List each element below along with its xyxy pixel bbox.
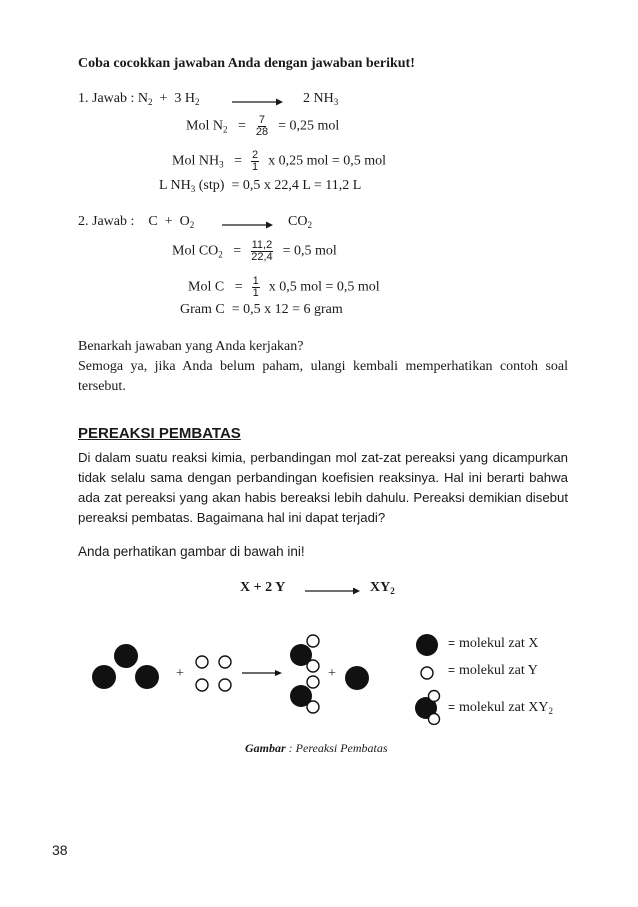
product-co2 [288, 214, 312, 230]
fraction-denominator: 22,4 [251, 251, 273, 263]
check-question: Benarkah jawaban yang Anda kerjakan? [78, 339, 304, 354]
mol-n2-result: = 0,25 mol [278, 118, 340, 134]
answer1-label: 1. Jawab : [78, 91, 138, 106]
fraction-1-1 [252, 276, 260, 299]
fraction-numerator: 11,2 [251, 239, 273, 251]
limiting-reagent-diagram [80, 625, 410, 725]
fraction-7-28 [255, 115, 269, 138]
fraction-denominator: 1 [251, 161, 259, 173]
x-molecule [92, 665, 116, 689]
y-molecule [196, 679, 208, 691]
figure-caption [245, 741, 388, 756]
legend-xy2-label: molekul zat XY [459, 700, 549, 715]
l-nh3-sub: 3 [190, 184, 196, 194]
legend-xy2 [448, 700, 553, 716]
answer1-reaction [78, 91, 200, 107]
diagram-plus-2: + [328, 666, 336, 681]
legend-y-label: molekul zat Y [459, 663, 538, 678]
l-nh3-line [159, 178, 361, 194]
diagram-plus-1: + [176, 666, 184, 681]
intro-heading: Coba cocokkan jawaban Anda dengan jawaban berikut! [78, 56, 415, 71]
product-nh3-sub: 3 [333, 97, 339, 107]
check-text: Semoga ya, jika Anda belum paham, ulangi kembali memperhatikan contoh soal tersebut. [78, 359, 568, 394]
legend-equals: = [448, 663, 456, 677]
mol-nh3-line [172, 150, 386, 173]
xy2-molecule-y [307, 635, 319, 647]
figure-reaction-left: X + 2 Y [240, 580, 286, 595]
reactant-c: C [148, 214, 158, 229]
mol-nh3-result: x 0,25 mol = 0,5 mol [268, 153, 387, 169]
equals-sign: = [233, 243, 242, 259]
reaction-arrow [222, 220, 274, 230]
xy2-molecule-y [307, 701, 319, 713]
mol-co2-sub: 2 [218, 249, 223, 260]
y-molecule [219, 656, 231, 668]
fraction-2-1 [251, 150, 259, 173]
plus-sign: + [159, 91, 168, 106]
legend-equals: = [448, 700, 456, 714]
legend-y [448, 663, 538, 679]
diagram-arrow-head [275, 670, 282, 676]
mol-nh3-label: Mol NH [172, 153, 220, 169]
xy2-molecule-y [307, 660, 319, 672]
mol-c-line [188, 276, 380, 299]
gram-c-expr: = 0,5 x 12 = 6 gram [231, 302, 343, 317]
product-co2-sub: 2 [307, 220, 312, 230]
mol-c-result: x 0,5 mol = 0,5 mol [268, 279, 380, 295]
reactant-h2: 3 H [174, 91, 196, 106]
check-paragraph [78, 337, 568, 397]
gram-c-line [180, 302, 343, 318]
reactant-n2-sub: 2 [148, 97, 153, 107]
figure-reaction-arrow [305, 586, 361, 596]
mol-co2-label: Mol CO [172, 243, 219, 259]
mol-c-label: Mol C [188, 279, 225, 295]
figure-reaction-product [370, 580, 395, 596]
reactant-n2: N [137, 91, 149, 106]
legend-xy2-sub: 2 [548, 706, 553, 716]
caption-label: Gambar [245, 741, 286, 755]
product-xy2-text: XY [370, 580, 391, 595]
reactant-o2: O [179, 214, 190, 229]
x-molecule [135, 665, 159, 689]
section-title: PEREAKSI PEMBATAS [78, 425, 241, 442]
l-nh3-label: L NH [159, 178, 191, 193]
legend-swatches [408, 630, 448, 725]
xy2-molecule-y [307, 676, 319, 688]
mol-n2-line [186, 115, 339, 138]
mol-nh3-sub: 3 [219, 159, 224, 170]
fraction-numerator: 1 [252, 275, 259, 287]
fraction-11-2-22-4 [250, 240, 273, 263]
caption-text: : Pereaksi Pembatas [285, 741, 388, 755]
gram-c-label: Gram C [180, 302, 225, 317]
mol-co2-line [172, 240, 337, 263]
x-molecule [114, 644, 138, 668]
legend-xy2-swatch-y [429, 714, 440, 725]
page-number: 38 [52, 842, 68, 858]
mol-n2-sub: 2 [222, 124, 228, 135]
legend-x [448, 636, 538, 652]
equals-sign: = [237, 118, 246, 134]
answer2-reaction [78, 214, 194, 230]
fraction-denominator: 1 [252, 287, 259, 299]
y-molecule [219, 679, 231, 691]
y-molecule [196, 656, 208, 668]
mol-co2-result: = 0,5 mol [282, 243, 337, 259]
equals-sign: = [234, 279, 243, 295]
legend-y-swatch [421, 667, 433, 679]
fraction-numerator: 2 [251, 149, 259, 161]
mol-n2-label: Mol N [186, 118, 223, 134]
fraction-denominator: 28 [255, 126, 269, 138]
reactant-o2-sub: 2 [189, 220, 195, 230]
reaction-arrow [232, 97, 284, 107]
product-nh3 [303, 91, 338, 107]
l-nh3-suffix: (stp) [195, 178, 225, 193]
legend-x-label: molekul zat X [459, 636, 539, 651]
l-nh3-expr: = 0,5 x 22,4 L = 11,2 L [231, 178, 362, 193]
legend-equals: = [448, 636, 456, 650]
see-figure-text: Anda perhatikan gambar di bawah ini! [78, 544, 305, 559]
section-paragraph: Di dalam suatu reaksi kimia, perbandingan mol zat-zat pereaksi yang dicampurkan tidak selalu sama dengan perbandingan koefisien reaksinya. Hal ini berarti bahwa ada zat pereaksi yang akan habis bereaksi lebih dahulu. Pereaksi demikian disebut pereaksi pembatas. Bagaimana hal ini dapat terjadi? [78, 450, 568, 525]
reactant-h2-sub: 2 [195, 97, 200, 107]
fraction-numerator: 7 [258, 114, 266, 126]
product-nh3-text: 2 NH [303, 91, 334, 106]
product-xy2-sub: 2 [390, 586, 395, 596]
answer2-label: 2. Jawab : [78, 214, 135, 229]
plus-sign: + [164, 214, 173, 229]
legend-x-swatch [416, 634, 438, 656]
leftover-x-molecule [345, 666, 369, 690]
equals-sign: = [234, 153, 242, 169]
product-co2-text: CO [288, 214, 308, 229]
legend-xy2-swatch-y [429, 691, 440, 702]
